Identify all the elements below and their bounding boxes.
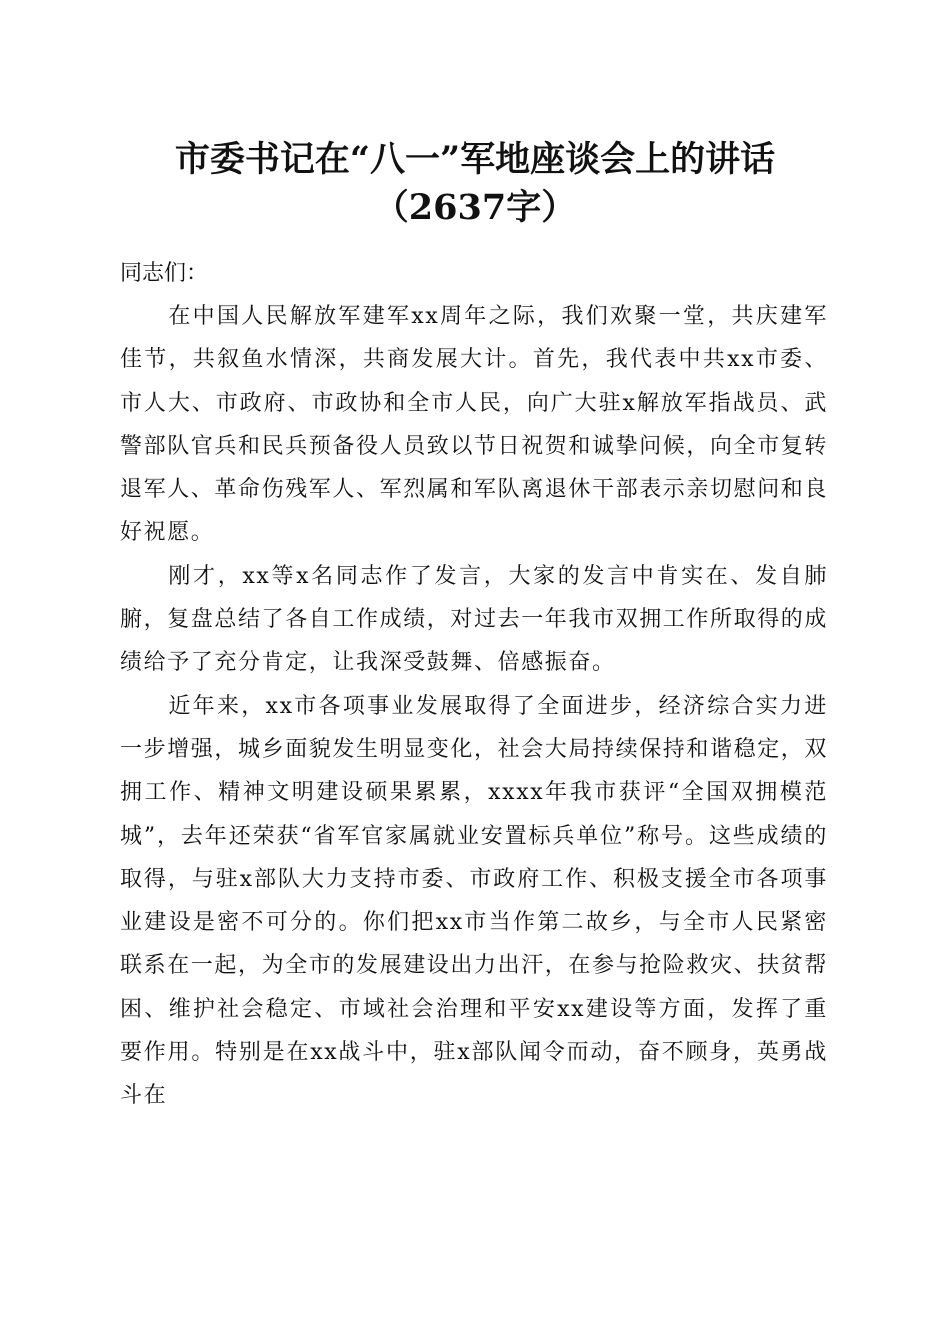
document-body xyxy=(120,252,828,1118)
document-subtitle-word-count: （2637字） xyxy=(373,187,577,228)
paragraph-3: 近年来，xx市各项事业发展取得了全面进步，经济综合实力进一步增强，城乡面貌发生明显变化，社会大局持续保持和谐稳定，双拥工作、精神文明建设硕果累累，xxxx年我市获评“全国双拥模范城”，去年还荣获“省军官家属就业安置标兵单位”称号。这些成绩的取得，与驻x部队大力支持市委、市政府工作、积极支援全市各项事业建设是密不可分的。你们把xx市当作第二故乡，与全市人民紧密联系在一起，为全市的发展建设出力出汗，在参与抢险救灾、扶贫帮困、维护社会稳定、市域社会治理和平安xx建设等方面，发挥了重要作用。特别是在xx战斗中，驻x部队闻令而动，奋不顾身，英勇战斗在 xyxy=(120,693,829,1109)
title-block xyxy=(0,136,950,232)
document-title: 市委书记在“八一”军地座谈会上的讲话 xyxy=(174,139,776,180)
paragraph-1: 在中国人民解放军建军xx周年之际，我们欢聚一堂，共庆建军佳节，共叙鱼水情深，共商发展大计。首先，我代表中共xx市委、市人大、市政府、市政协和全市人民，向广大驻x解放军指战员、武警部队官兵和民兵预备役人员致以节日祝贺和诚挚问候，向全市复转退军人、革命伤残军人、军烈属和军队离退休干部表示亲切慰问和良好祝愿。 xyxy=(120,304,829,546)
paragraph-2: 刚才，xx等x名同志作了发言，大家的发言中肯实在、发自肺腑，复盘总结了各自工作成绩，对过去一年我市双拥工作所取得的成绩给予了充分肯定，让我深受鼓舞、倍感振奋。 xyxy=(120,563,829,676)
salutation: 同志们： xyxy=(120,261,209,286)
